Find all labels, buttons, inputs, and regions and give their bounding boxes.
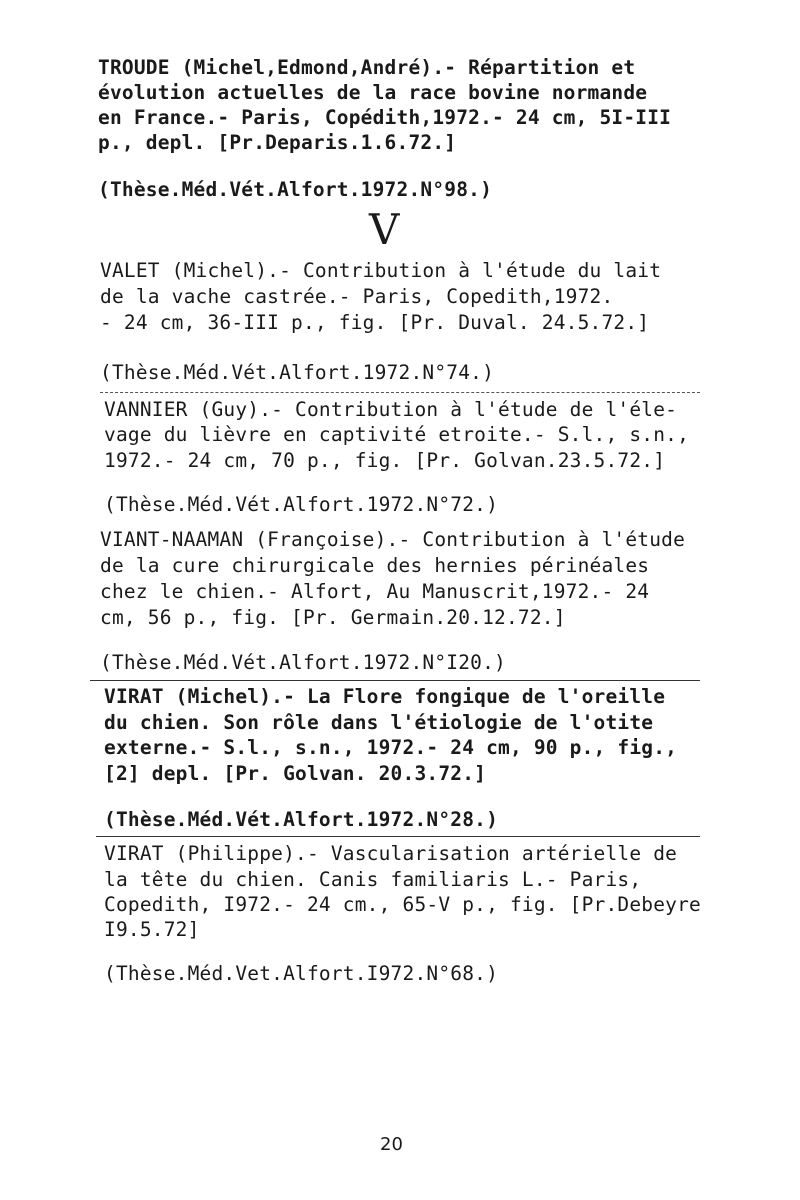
entry-line: externe.- S.l., s.n., 1972.- 24 cm, 90 p., fig., [104, 736, 678, 759]
entry-note: (Thèse.Méd.Vét.Alfort.1972.N°I20.) [100, 651, 506, 674]
entry-line: TROUDE (Michel,Edmond,André).- Répartition et [98, 56, 636, 79]
entry-line: chez le chien.- Alfort, Au Manuscrit,1972.- 24 [100, 580, 650, 603]
entry-line: de la vache castrée.- Paris, Copedith,1972. [100, 285, 614, 308]
entry-line: VALET (Michel).- Contribution à l'étude du lait [100, 259, 662, 282]
entry-line: évolution actuelles de la race bovine normande [98, 81, 648, 104]
divider [96, 836, 700, 837]
entry-note: (Thèse.Méd.Vét.Alfort.1972.N°98.) [98, 178, 493, 201]
divider [100, 392, 700, 393]
section-letter: V [369, 205, 400, 254]
entry-line: Copedith, I972.- 24 cm., 65-V p., fig. [Pr.Debeyre [104, 893, 701, 916]
entry-line: la tête du chien. Canis familiaris L.- Paris, [104, 868, 642, 891]
entry-line: - 24 cm, 36-III p., fig. [Pr. Duval. 24.5.72.] [100, 311, 650, 334]
entry-line: en France.- Paris, Copédith,1972.- 24 cm, 5I-III [98, 106, 672, 129]
entry-note: (Thèse.Méd.Vet.Alfort.I972.N°68.) [104, 962, 499, 985]
entry-line: I9.5.72] [104, 918, 200, 941]
entry-line: 1972.- 24 cm, 70 p., fig. [Pr. Golvan.23.5.72.] [104, 449, 666, 472]
entry-note: (Thèse.Méd.Vét.Alfort.1972.N°72.) [104, 493, 499, 516]
entry-line: de la cure chirurgicale des hernies périnéales [100, 554, 650, 577]
entry-line: du chien. Son rôle dans l'étiologie de l'otite [104, 711, 654, 734]
entry-line: VIANT-NAAMAN (Françoise).- Contribution à l'étude [100, 528, 686, 551]
divider [90, 680, 700, 681]
page-number: 20 [380, 1134, 403, 1155]
entry-line: cm, 56 p., fig. [Pr. Germain.20.12.72.] [100, 606, 566, 629]
entry-line: VIRAT (Michel).- La Flore fongique de l'oreille [104, 685, 666, 708]
entry-line: VANNIER (Guy).- Contribution à l'étude de l'éle- [104, 398, 678, 421]
entry-line: vage du lièvre en captivité etroite.- S.l., s.n., [104, 423, 690, 446]
entry-line: VIRAT (Philippe).- Vascularisation artérielle de [104, 842, 678, 865]
entry-line: p., depl. [Pr.Deparis.1.6.72.] [98, 131, 457, 154]
entry-line: [2] depl. [Pr. Golvan. 20.3.72.] [104, 762, 487, 785]
entry-note: (Thèse.Méd.Vét.Alfort.1972.N°28.) [104, 808, 499, 831]
entry-note: (Thèse.Méd.Vét.Alfort.1972.N°74.) [100, 361, 495, 384]
